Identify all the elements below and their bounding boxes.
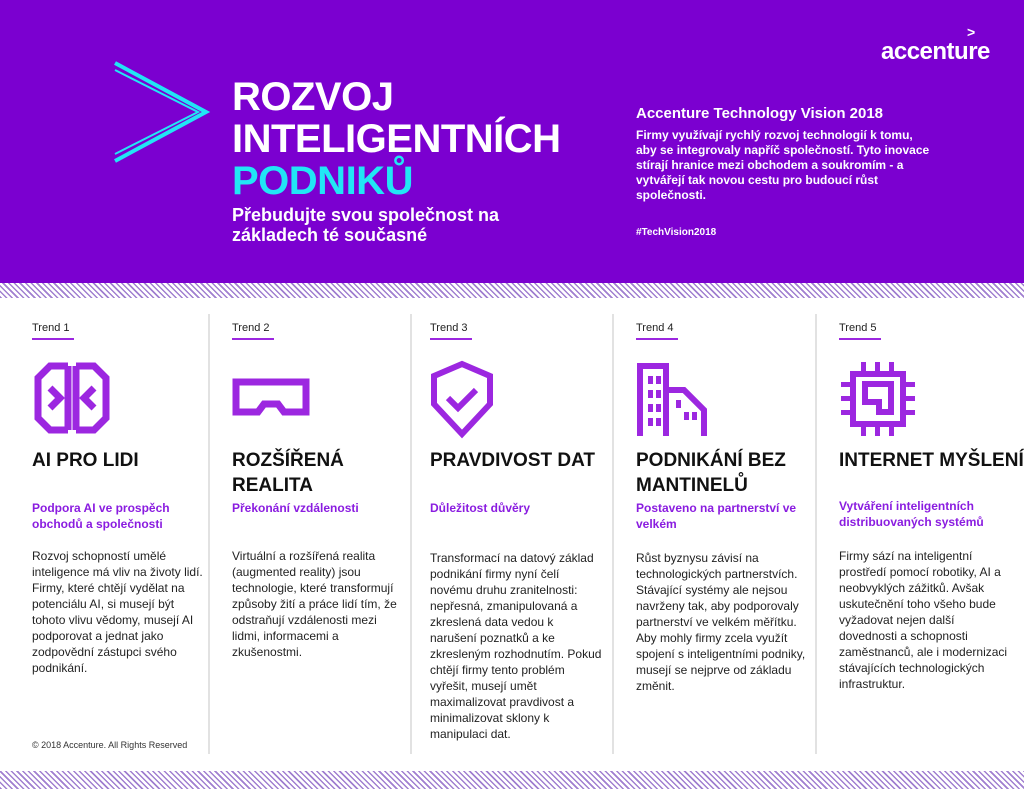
title-line-1: ROZVOJ (232, 75, 394, 119)
trend-label: Trend 4 (636, 322, 674, 334)
trend-underline (636, 338, 678, 340)
vr-headset-icon (232, 360, 312, 436)
shield-check-icon (430, 360, 510, 440)
column-divider (208, 314, 210, 754)
copyright-text: © 2018 Accenture. All Rights Reserved (32, 740, 188, 750)
trend-subhead: Podpora AI ve prospěch obchodů a společnosti (32, 501, 170, 531)
vision-title: Accenture Technology Vision 2018 (636, 105, 884, 122)
trend-body: Růst byznysu závisí na technologických partnerstvích. Stávající systémy ale nejsou navrženy tak, aby podporovaly partnerství ve velkém měřítku. Aby mohly firmy zcela využít spojení s inteligentními podniky, musejí se nejprve od základu změnit. (636, 551, 806, 693)
trend-label: Trend 5 (839, 322, 877, 334)
trend-subhead: Důležitost důvěry (430, 501, 531, 515)
accenture-logo: accenture (881, 38, 990, 65)
trend-body: Virtuální a rozšířená realita (augmented reality) jsou technologie, které transformují způsoby žití a práce lidí tím, že odstraňují vzdálenosti mezi lidmi, informacemi a zkušenostmi. (232, 549, 397, 659)
vision-text: Firmy využívají rychlý rozvoj technologií k tomu, aby se integrovaly napříč společností. Tyto inovace stírají hranice mezi obchodem a soukromím - a vytvářejí tak novou cestu pro budoucí růst společnosti. (636, 128, 930, 202)
trend-heading: INTERNET MYŠLENÍ (839, 450, 1024, 471)
buildings-icon (636, 360, 716, 440)
trend-subhead: Postaveno na partnerství ve velkém (636, 501, 797, 531)
trend-subhead: Vytváření inteligentních distribuovaných systémů (839, 499, 984, 529)
trend-body: Rozvoj schopností umělé inteligence má vliv na životy lidí. Firmy, které chtějí vydělat na potenciálu AI, si musejí být tohoto vlivu vědomy, musejí AI podporovat a jednat jako zodpovědní zástupci svého podnikání. (32, 549, 203, 675)
page-subtitle: Přebudujte svou společnost na základech té současné (232, 205, 500, 245)
trend-heading: ROZŠÍŘENÁ REALITA (232, 450, 344, 496)
trend-label: Trend 1 (32, 322, 70, 334)
page-title (232, 76, 561, 202)
trend-heading: PODNIKÁNÍ BEZ MANTINELŮ (636, 450, 786, 496)
logo-mark-icon: > (967, 24, 976, 40)
trend-subhead: Překonání vzdálenosti (232, 501, 359, 515)
header-banner (0, 0, 1024, 283)
trend-label: Trend 3 (430, 322, 468, 334)
column-divider (410, 314, 412, 754)
trend-underline (839, 338, 881, 340)
column-divider (815, 314, 817, 754)
trend-body: Firmy sází na inteligentní prostředí pomocí robotiky, AI a neobvyklých zážitků. Avšak uskutečnění toho všeho bude vyžadovat nejen další dovednosti a schopnosti zaměstnanců, ale i modernizaci stávajících technologických infrastruktur. (839, 549, 1008, 691)
trend-underline (32, 338, 74, 340)
title-line-3: PODNIKŮ (232, 159, 413, 203)
column-divider (612, 314, 614, 754)
accenture-chevron-icon (112, 60, 212, 164)
trend-heading: AI PRO LIDI (32, 450, 139, 471)
chip-icon (839, 360, 919, 440)
trend-body: Transformací na datový základ podnikání firmy nyní čelí novému druhu zranitelnosti: nepřesná, zmanipulovaná a zkreslená data vedou k narušení poznatků a ke zkresleným rozhodnutím. Pokud chtějí firmy tento problém vyřešit, musejí umět maximalizovat pravdivost a minimalizovat sklony k manipulaci dat. (430, 551, 602, 741)
trend-label: Trend 2 (232, 322, 270, 334)
hashtag: #TechVision2018 (636, 227, 717, 238)
hatch-divider-top (0, 283, 1024, 298)
hatch-divider-bottom (0, 771, 1024, 789)
brain-icon (32, 360, 112, 436)
trend-underline (430, 338, 472, 340)
title-line-2: INTELIGENTNÍCH (232, 117, 561, 161)
trend-underline (232, 338, 274, 340)
trend-heading: PRAVDIVOST DAT (430, 450, 596, 471)
